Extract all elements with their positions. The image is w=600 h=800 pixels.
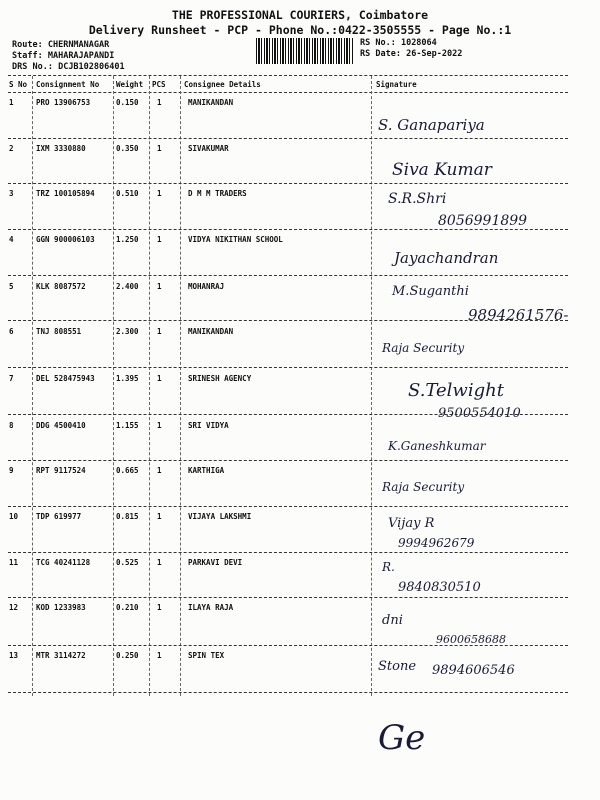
row-signature-note: 8056991899 xyxy=(438,213,528,229)
runsheet-title: Delivery Runsheet - PCP - Phone No.:0422-3505555 - Page No.:1 xyxy=(88,23,512,37)
row-consignment: KOD 1233983 xyxy=(36,603,86,612)
row-divider xyxy=(8,645,568,646)
row-divider xyxy=(8,506,568,507)
row-weight: 0.525 xyxy=(116,558,139,567)
row-divider xyxy=(8,552,568,553)
row-consignee: MANIKANDAN xyxy=(188,98,234,107)
col-divider xyxy=(371,76,372,696)
row-divider xyxy=(8,367,568,368)
row-pcs: 1 xyxy=(157,421,162,430)
row-signature: S.Telwight xyxy=(408,380,504,401)
row-consignment: TCG 40241128 xyxy=(36,558,91,567)
row-consignee: ILAYA RAJA xyxy=(188,603,234,612)
row-sno: 12 xyxy=(9,603,19,612)
row-consignee: SRINESH AGENCY xyxy=(188,374,252,383)
row-signature: Raja Security xyxy=(382,480,465,494)
route-value: CHERNMANAGAR xyxy=(47,40,110,50)
row-sno: 6 xyxy=(9,327,14,336)
row-consignment: DEL 528475943 xyxy=(36,374,95,383)
col-divider xyxy=(180,76,181,696)
barcode-image xyxy=(256,38,354,64)
rs-date-value: 26-Sep-2022 xyxy=(406,49,463,59)
row-signature-note: 9894606546 xyxy=(432,663,515,678)
route-line xyxy=(12,40,109,50)
row-pcs: 1 xyxy=(157,327,162,336)
row-weight: 2.400 xyxy=(116,282,139,291)
row-consignment: GGN 900006103 xyxy=(36,235,95,244)
col-divider xyxy=(113,76,114,696)
row-weight: 0.510 xyxy=(116,189,139,198)
row-signature-note: 9994962679 xyxy=(398,536,475,550)
rs-no-line xyxy=(360,38,437,48)
drs-line xyxy=(12,62,125,72)
col-header-sno: S No xyxy=(9,80,28,89)
row-weight: 2.300 xyxy=(116,327,139,336)
row-weight: 1.155 xyxy=(116,421,139,430)
row-pcs: 1 xyxy=(157,98,162,107)
row-signature: R. xyxy=(382,560,395,574)
row-weight: 0.350 xyxy=(116,144,139,153)
row-pcs: 1 xyxy=(157,144,162,153)
row-sno: 1 xyxy=(9,98,14,107)
row-consignment: IXM 3330880 xyxy=(36,144,86,153)
footer-initials: Ge xyxy=(378,718,426,758)
row-signature: Jayachandran xyxy=(394,249,499,267)
row-consignee: KARTHIGA xyxy=(188,466,225,475)
row-consignment: PRO 13906753 xyxy=(36,98,91,107)
header-bottom-rule xyxy=(8,92,568,93)
row-divider xyxy=(8,275,568,276)
col-divider xyxy=(32,76,33,696)
rs-no-label: RS No.: xyxy=(360,38,396,48)
header-top-rule xyxy=(8,75,568,76)
row-consignee: VIJAYA LAKSHMI xyxy=(188,512,252,521)
row-pcs: 1 xyxy=(157,558,162,567)
row-signature: Vijay R xyxy=(388,516,435,531)
row-divider xyxy=(8,460,568,461)
row-consignee: SPIN TEX xyxy=(188,651,225,660)
company-title: THE PROFESSIONAL COURIERS, Coimbatore xyxy=(171,8,429,22)
row-consignment: MTR 3114272 xyxy=(36,651,86,660)
row-divider xyxy=(8,320,568,321)
row-pcs: 1 xyxy=(157,374,162,383)
row-sno: 9 xyxy=(9,466,14,475)
row-signature-note: 9600658688 xyxy=(436,633,506,646)
row-pcs: 1 xyxy=(157,603,162,612)
row-signature: M.Suganthi xyxy=(392,284,469,299)
row-consignment: KLK 8087572 xyxy=(36,282,86,291)
row-sno: 13 xyxy=(9,651,19,660)
row-signature: dni xyxy=(382,613,403,628)
staff-value: MAHARAJAPANDI xyxy=(47,51,115,61)
row-consignment: RPT 9117524 xyxy=(36,466,86,475)
row-signature: Raja Security xyxy=(382,341,465,355)
row-divider xyxy=(8,138,568,139)
row-consignee: MANIKANDAN xyxy=(188,327,234,336)
row-signature: S.R.Shri xyxy=(388,191,447,207)
row-signature-note: 9500554010 xyxy=(438,406,521,421)
row-consignment: TDP 619977 xyxy=(36,512,82,521)
row-consignee: MOHANRAJ xyxy=(188,282,225,291)
col-header-pcs: PCS xyxy=(152,80,166,89)
row-weight: 1.250 xyxy=(116,235,139,244)
row-weight: 0.665 xyxy=(116,466,139,475)
row-consignee: VIDYA NIKITHAN SCHOOL xyxy=(188,235,283,244)
route-label: Route: xyxy=(12,40,43,50)
row-divider xyxy=(8,183,568,184)
row-pcs: 1 xyxy=(157,189,162,198)
row-divider xyxy=(8,597,568,598)
drs-label: DRS No.: xyxy=(12,62,53,72)
row-sno: 8 xyxy=(9,421,14,430)
row-consignee: SRI VIDYA xyxy=(188,421,229,430)
col-header-signature: Signature xyxy=(376,80,417,89)
row-divider xyxy=(8,692,568,693)
rs-date-line xyxy=(360,49,462,59)
row-consignee: PARKAVI DEVI xyxy=(188,558,243,567)
row-weight: 0.150 xyxy=(116,98,139,107)
drs-value: DCJB102806401 xyxy=(58,62,125,72)
row-consignment: DDG 4500410 xyxy=(36,421,86,430)
row-divider xyxy=(8,229,568,230)
row-sno: 7 xyxy=(9,374,14,383)
row-consignee: D M M TRADERS xyxy=(188,189,247,198)
row-signature: Siva Kumar xyxy=(392,160,492,180)
row-pcs: 1 xyxy=(157,282,162,291)
staff-line xyxy=(12,51,114,61)
row-weight: 0.250 xyxy=(116,651,139,660)
col-header-weight: Weight xyxy=(116,80,144,89)
row-sno: 5 xyxy=(9,282,14,291)
row-sno: 10 xyxy=(9,512,19,521)
row-sno: 4 xyxy=(9,235,14,244)
col-header-consignee: Consignee Details xyxy=(184,80,261,89)
row-consignment: TRZ 100105894 xyxy=(36,189,95,198)
row-pcs: 1 xyxy=(157,466,162,475)
row-weight: 1.395 xyxy=(116,374,139,383)
col-divider xyxy=(149,76,150,696)
rs-no-value: 1028064 xyxy=(400,38,437,48)
row-pcs: 1 xyxy=(157,235,162,244)
row-sno: 2 xyxy=(9,144,14,153)
row-signature-note: 9840830510 xyxy=(398,580,481,595)
row-sno: 3 xyxy=(9,189,14,198)
row-divider xyxy=(8,414,568,415)
row-weight: 0.210 xyxy=(116,603,139,612)
row-signature-note: 9894261576- xyxy=(468,306,569,324)
row-pcs: 1 xyxy=(157,512,162,521)
row-signature: S. Ganapariya xyxy=(378,116,485,134)
row-sno: 11 xyxy=(9,558,19,567)
row-pcs: 1 xyxy=(157,651,162,660)
row-weight: 0.815 xyxy=(116,512,139,521)
col-header-consignment: Consignment No xyxy=(36,80,100,89)
row-signature: K.Ganeshkumar xyxy=(388,439,486,453)
row-signature: Stone xyxy=(378,659,417,674)
rs-date-label: RS Date: xyxy=(360,49,401,59)
row-consignment: TNJ 808551 xyxy=(36,327,82,336)
row-consignee: SIVAKUMAR xyxy=(188,144,229,153)
staff-label: Staff: xyxy=(12,51,43,61)
